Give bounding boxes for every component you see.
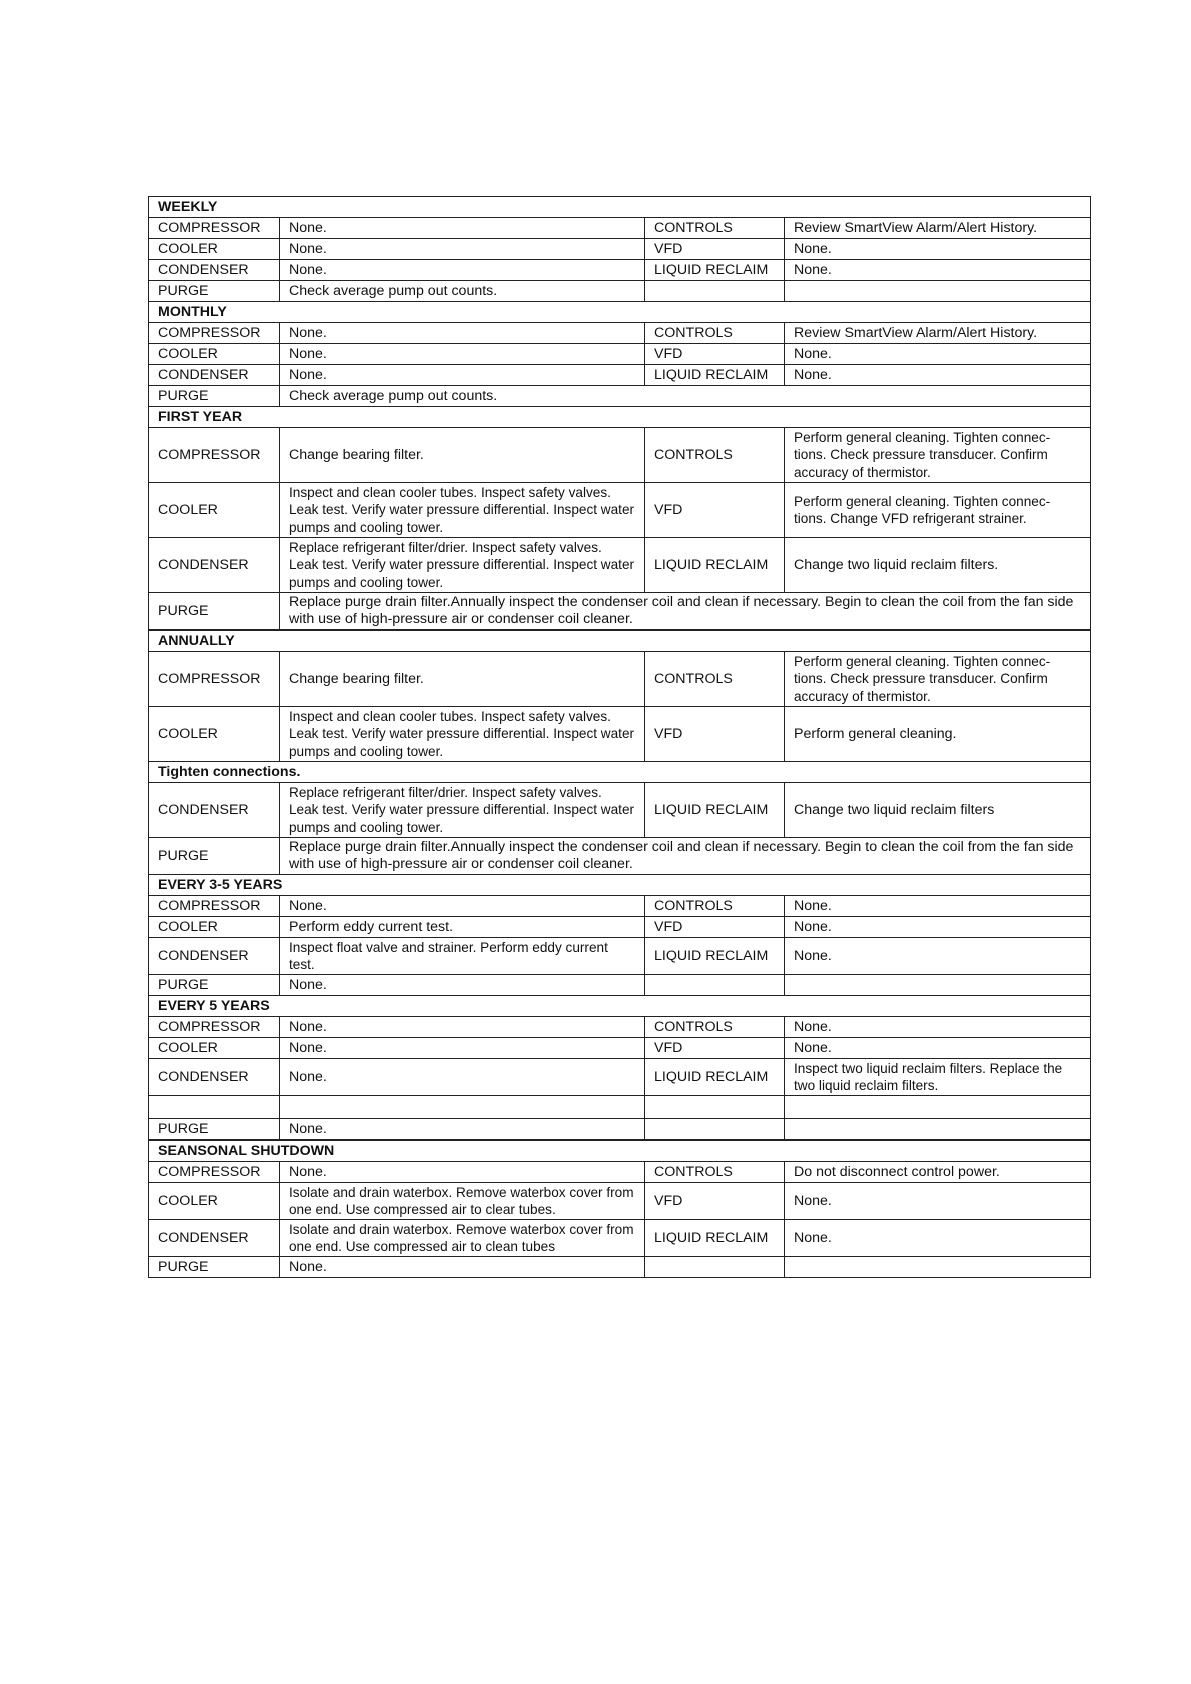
task-cell: Replace purge drain filter.Annually inspect the condenser coil and clean if necessary. Begin to clean the coil from the fan side with use of high-pressure air or condenser coil cleaner. [280, 838, 1091, 875]
task-cell: Check average pump out counts. [280, 281, 645, 302]
task-cell: Do not disconnect control power. [785, 1162, 1091, 1183]
task-cell: None. [785, 917, 1091, 938]
task-cell: Check average pump out counts. [280, 386, 1091, 407]
component-cell: PURGE [149, 1119, 280, 1141]
component-cell: VFD [645, 1183, 785, 1220]
table-row [149, 975, 1091, 996]
task-cell: Perform general cleaning. Tighten connec-tions. Check pressure transducer. Confirm accuracy of thermistor. [785, 428, 1091, 483]
component-cell: CONTROLS [645, 1017, 785, 1038]
component-cell [645, 281, 785, 302]
task-cell [785, 1096, 1091, 1119]
table-row [149, 1220, 1091, 1257]
section-title: FIRST YEAR [149, 407, 1091, 428]
task-cell: Change bearing filter. [280, 652, 645, 707]
table-row [149, 1257, 1091, 1278]
table-row [149, 538, 1091, 593]
task-cell: None. [785, 1183, 1091, 1220]
table-row [149, 483, 1091, 538]
table-row [149, 938, 1091, 975]
component-cell [645, 1096, 785, 1119]
component-cell: PURGE [149, 386, 280, 407]
task-cell [785, 1119, 1091, 1141]
note-cell: Tighten connections. [149, 762, 1091, 783]
table-row [149, 344, 1091, 365]
table-row [149, 1119, 1091, 1141]
task-cell: None. [280, 1257, 645, 1278]
maintenance-schedule-table [148, 196, 1091, 1278]
component-cell: LIQUID RECLAIM [645, 1059, 785, 1096]
task-cell: None. [785, 344, 1091, 365]
component-cell: LIQUID RECLAIM [645, 365, 785, 386]
component-cell: CONTROLS [645, 428, 785, 483]
task-cell: None. [280, 1059, 645, 1096]
component-cell: COOLER [149, 239, 280, 260]
task-cell: Inspect float valve and strainer. Perform eddy current test. [280, 938, 645, 975]
component-cell: CONDENSER [149, 783, 280, 838]
table-row [149, 323, 1091, 344]
component-cell: VFD [645, 344, 785, 365]
component-cell: VFD [645, 917, 785, 938]
table-row [149, 281, 1091, 302]
component-cell: CONDENSER [149, 1220, 280, 1257]
table-row [149, 838, 1091, 875]
section-title: MONTHLY [149, 302, 1091, 323]
table-row [149, 652, 1091, 707]
component-cell: COMPRESSOR [149, 896, 280, 917]
table-row [149, 593, 1091, 631]
component-cell: COOLER [149, 1038, 280, 1059]
task-cell: Change bearing filter. [280, 428, 645, 483]
component-cell [645, 975, 785, 996]
component-cell: CONTROLS [645, 218, 785, 239]
component-cell: PURGE [149, 975, 280, 996]
task-cell: Inspect and clean cooler tubes. Inspect safety valves. Leak test. Verify water pressure differential. Inspect water pumps and cooling tower. [280, 707, 645, 762]
component-cell: CONTROLS [645, 1162, 785, 1183]
section-title: WEEKLY [149, 197, 1091, 218]
component-cell: COMPRESSOR [149, 652, 280, 707]
task-cell: None. [785, 1017, 1091, 1038]
task-cell: None. [785, 1220, 1091, 1257]
section-header-annually [149, 630, 1091, 652]
section-header-every-5-years [149, 996, 1091, 1017]
task-cell: None. [280, 218, 645, 239]
section-header-every-3-5-years [149, 875, 1091, 896]
task-cell: None. [280, 896, 645, 917]
table-row [149, 917, 1091, 938]
component-cell: COMPRESSOR [149, 1162, 280, 1183]
component-cell: LIQUID RECLAIM [645, 938, 785, 975]
task-cell: Change two liquid reclaim filters [785, 783, 1091, 838]
component-cell: LIQUID RECLAIM [645, 260, 785, 281]
section-header-seasonal-shutdown [149, 1140, 1091, 1162]
component-cell: CONTROLS [645, 323, 785, 344]
section-title: ANNUALLY [149, 630, 1091, 652]
task-cell: None. [280, 365, 645, 386]
task-cell: None. [280, 323, 645, 344]
task-cell: Review SmartView Alarm/Alert History. [785, 323, 1091, 344]
component-cell: COMPRESSOR [149, 1017, 280, 1038]
task-cell [280, 1096, 645, 1119]
section-title: EVERY 3-5 YEARS [149, 875, 1091, 896]
task-cell: None. [280, 239, 645, 260]
table-row [149, 1017, 1091, 1038]
table-row [149, 783, 1091, 838]
component-cell: COOLER [149, 917, 280, 938]
component-cell: CONTROLS [645, 896, 785, 917]
component-cell: COMPRESSOR [149, 428, 280, 483]
table-row [149, 365, 1091, 386]
component-cell: VFD [645, 483, 785, 538]
component-cell: VFD [645, 239, 785, 260]
component-cell: PURGE [149, 1257, 280, 1278]
task-cell: None. [785, 239, 1091, 260]
task-cell: Perform general cleaning. Tighten connec-tions. Change VFD refrigerant strainer. [785, 483, 1091, 538]
table-row [149, 1038, 1091, 1059]
task-cell: Replace refrigerant filter/drier. Inspect safety valves. Leak test. Verify water pressure differential. Inspect water pumps and cooling tower. [280, 538, 645, 593]
table-row [149, 428, 1091, 483]
component-cell [149, 1096, 280, 1119]
task-cell: None. [280, 1038, 645, 1059]
task-cell: Replace refrigerant filter/drier. Inspect safety valves. Leak test. Verify water pressure differential. Inspect water pumps and cooling tower. [280, 783, 645, 838]
component-cell: COOLER [149, 483, 280, 538]
table-row [149, 239, 1091, 260]
section-title: SEANSONAL SHUTDOWN [149, 1140, 1091, 1162]
table-row [149, 1059, 1091, 1096]
table-row [149, 218, 1091, 239]
component-cell: PURGE [149, 593, 280, 631]
table-row [149, 1096, 1091, 1119]
component-cell [645, 1257, 785, 1278]
component-cell: VFD [645, 1038, 785, 1059]
table-row [149, 1183, 1091, 1220]
task-cell: None. [280, 344, 645, 365]
section-header-monthly [149, 302, 1091, 323]
task-cell [785, 975, 1091, 996]
table-row [149, 762, 1091, 783]
task-cell: Isolate and drain waterbox. Remove waterbox cover from one end. Use compressed air to clean tubes [280, 1220, 645, 1257]
table-row [149, 707, 1091, 762]
component-cell: LIQUID RECLAIM [645, 1220, 785, 1257]
section-title: EVERY 5 YEARS [149, 996, 1091, 1017]
component-cell: COMPRESSOR [149, 218, 280, 239]
component-cell [645, 1119, 785, 1141]
task-cell: None. [785, 896, 1091, 917]
component-cell: CONDENSER [149, 260, 280, 281]
component-cell: CONDENSER [149, 1059, 280, 1096]
table-row [149, 1162, 1091, 1183]
task-cell: None. [280, 260, 645, 281]
component-cell: CONDENSER [149, 538, 280, 593]
task-cell: Change two liquid reclaim filters. [785, 538, 1091, 593]
task-cell: None. [280, 1119, 645, 1141]
section-header-weekly [149, 197, 1091, 218]
table-row [149, 896, 1091, 917]
task-cell: Perform general cleaning. [785, 707, 1091, 762]
component-cell: COOLER [149, 1183, 280, 1220]
component-cell: COOLER [149, 707, 280, 762]
task-cell: None. [785, 938, 1091, 975]
task-cell: None. [280, 1162, 645, 1183]
task-cell: None. [785, 260, 1091, 281]
section-header-first-year [149, 407, 1091, 428]
table-row [149, 386, 1091, 407]
component-cell: LIQUID RECLAIM [645, 538, 785, 593]
component-cell: CONDENSER [149, 938, 280, 975]
component-cell: COOLER [149, 344, 280, 365]
component-cell: CONTROLS [645, 652, 785, 707]
task-cell: None. [280, 1017, 645, 1038]
task-cell: Inspect and clean cooler tubes. Inspect safety valves. Leak test. Verify water pressure differential. Inspect water pumps and cooling tower. [280, 483, 645, 538]
task-cell [785, 281, 1091, 302]
component-cell: PURGE [149, 281, 280, 302]
component-cell: LIQUID RECLAIM [645, 783, 785, 838]
task-cell [785, 1257, 1091, 1278]
component-cell: PURGE [149, 838, 280, 875]
task-cell: Perform general cleaning. Tighten connec-tions. Check pressure transducer. Confirm accuracy of thermistor. [785, 652, 1091, 707]
component-cell: VFD [645, 707, 785, 762]
task-cell: Inspect two liquid reclaim filters. Replace the two liquid reclaim filters. [785, 1059, 1091, 1096]
task-cell: Perform eddy current test. [280, 917, 645, 938]
task-cell: None. [785, 1038, 1091, 1059]
task-cell: None. [280, 975, 645, 996]
component-cell: COMPRESSOR [149, 323, 280, 344]
component-cell: CONDENSER [149, 365, 280, 386]
task-cell: Isolate and drain waterbox. Remove waterbox cover from one end. Use compressed air to clear tubes. [280, 1183, 645, 1220]
table-row [149, 260, 1091, 281]
task-cell: Review SmartView Alarm/Alert History. [785, 218, 1091, 239]
task-cell: Replace purge drain filter.Annually inspect the condenser coil and clean if necessary. Begin to clean the coil from the fan side with use of high-pressure air or condenser coil cleaner. [280, 593, 1091, 631]
task-cell: None. [785, 365, 1091, 386]
